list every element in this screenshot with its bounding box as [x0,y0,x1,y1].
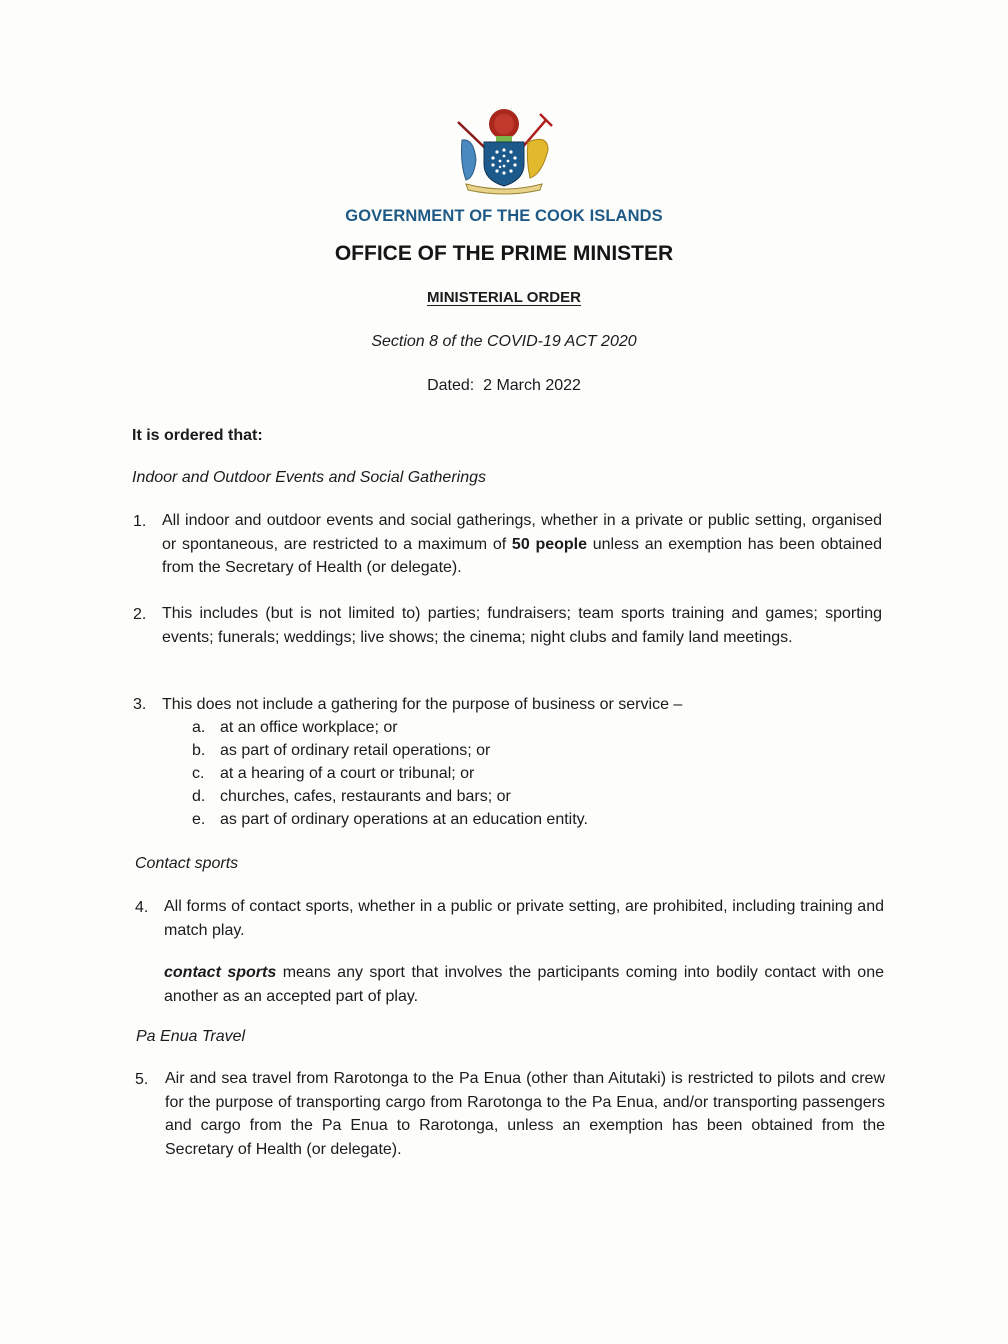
subitem-text: at an office workplace; or [220,719,398,736]
section-heading-contact-sports: Contact sports [135,855,239,872]
intro-text: It is ordered that: [132,427,263,444]
subitem-text: as part of ordinary operations at an education entity. [220,811,588,828]
dated-text: Dated: 2 March 2022 [427,377,581,394]
item-number: 2. [133,606,147,623]
item-1-text [162,509,882,580]
coat-of-arms-icon [448,100,560,196]
subitem-letter: d. [192,788,206,805]
government-heading: GOVERNMENT OF THE COOK ISLANDS [345,207,663,225]
subitem-letter: c. [192,765,205,782]
item-number: 5. [135,1071,149,1088]
contact-sports-definition [164,961,884,1008]
item-number: 1. [133,513,147,530]
definition-term: contact sports [164,964,277,981]
subitem-letter: a. [192,719,206,736]
item-1-text-before: All indoor and outdoor events and social gatherings, whether in a private or public setting, organised or spontaneous, are restricted to a maximum of [162,512,882,553]
item-number: 4. [135,899,149,916]
subitem-text: at a hearing of a court or tribunal; or [220,765,475,782]
definition-text: means any sport that involves the participants coming into bodily contact with one another as an accepted part of play. [164,964,884,1005]
subitem-letter: e. [192,811,206,828]
item-4-text: All forms of contact sports, whether in a public or private setting, are prohibited, including training and match play. [164,898,884,939]
dated-line [0,377,1008,395]
item-3-text: This does not include a gathering for the purpose of business or service – [162,696,683,713]
section-heading-gatherings: Indoor and Outdoor Events and Social Gatherings [132,469,486,486]
item-5-text: Air and sea travel from Rarotonga to the Pa Enua (other than Aitutaki) is restricted to pilots and crew for the purpose of transporting cargo from Rarotonga to the Pa Enua, and/or transporting passengers and cargo from the Pa Enua to Rarotonga, unless an exemption has been obtained from the Secretary of Health (or delegate). [165,1070,885,1158]
document-type-heading: MINISTERIAL ORDER [427,289,581,306]
item-1-text-after: unless an exemption has been obtained from the Secretary of Health (or delegate). [162,535,882,576]
authority-line: Section 8 of the COVID-19 ACT 2020 [371,333,637,350]
section-heading-pa-enua-travel: Pa Enua Travel [136,1028,246,1045]
item-2-text: This includes (but is not limited to) parties; fundraisers; team sports training and games; sporting events; funerals; weddings; live shows; the cinema; night clubs and family land meetings. [162,605,882,646]
office-heading: OFFICE OF THE PRIME MINISTER [334,242,674,265]
item-1-bold-limit: 50 people [511,535,588,553]
item-number: 3. [133,696,147,713]
subitem-text: as part of ordinary retail operations; or [220,742,491,759]
subitem-letter: b. [192,742,206,759]
subitem-text: churches, cafes, restaurants and bars; or [220,788,511,805]
